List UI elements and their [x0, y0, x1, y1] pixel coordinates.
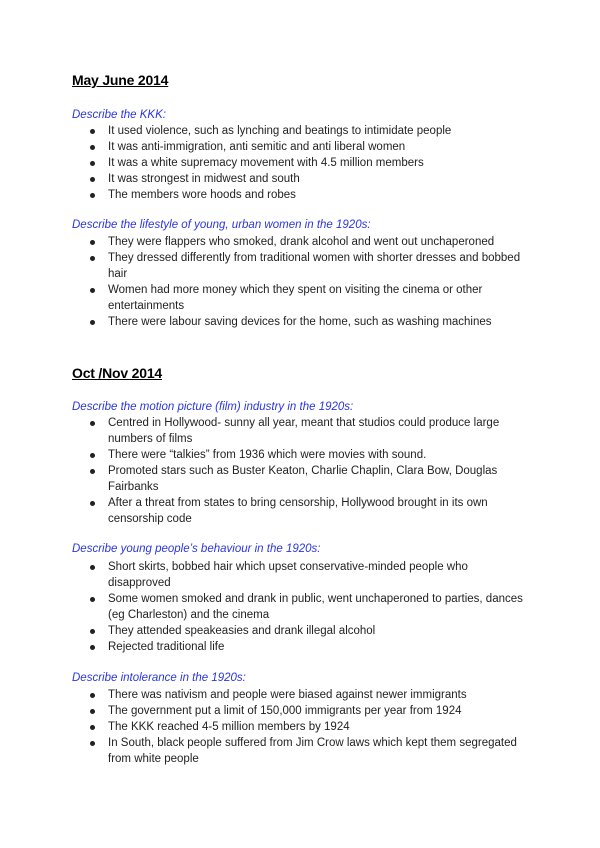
bullet-icon [90, 193, 95, 198]
list-item: It was anti-immigration, anti semitic and anti liberal women [90, 139, 530, 155]
section-heading-oct-nov-2014: Oct /Nov 2014 [72, 365, 162, 381]
bullet-list-intolerance [90, 687, 530, 767]
bullet-icon [90, 256, 95, 261]
list-item: After a threat from states to bring censorship, Hollywood brought in its own censorship code [90, 495, 530, 527]
bullet-icon [90, 129, 95, 134]
bullet-icon [90, 597, 95, 602]
bullet-icon [90, 741, 95, 746]
bullet-icon [90, 629, 95, 634]
list-item: Centred in Hollywood- sunny all year, meant that studios could produce large numbers of films [90, 415, 530, 447]
list-item: Short skirts, bobbed hair which upset conservative-minded people who disapproved [90, 559, 530, 591]
question-young-peoples-behaviour: Describe young people’s behaviour in the 1920s: [72, 543, 321, 555]
list-item: It was a white supremacy movement with 4.5 million members [90, 155, 530, 171]
list-item: It used violence, such as lynching and beatings to intimidate people [90, 123, 530, 139]
bullet-icon [90, 421, 95, 426]
bullet-icon [90, 145, 95, 150]
bullet-icon [90, 469, 95, 474]
list-item: There were “talkies” from 1936 which were movies with sound. [90, 447, 530, 463]
list-item: There was nativism and people were biased against newer immigrants [90, 687, 530, 703]
list-item: Rejected traditional life [90, 639, 530, 655]
question-kkk: Describe the KKK: [72, 109, 166, 121]
bullet-icon [90, 725, 95, 730]
bullet-icon [90, 709, 95, 714]
list-item: In South, black people suffered from Jim Crow laws which kept them segregated from white people [90, 735, 530, 767]
section-heading-may-june-2014: May June 2014 [72, 72, 169, 88]
list-item: Women had more money which they spent on visiting the cinema or other entertainments [90, 282, 530, 314]
bullet-list-kkk [90, 123, 530, 203]
bullet-icon [90, 288, 95, 293]
list-item: They were flappers who smoked, drank alcohol and went out unchaperoned [90, 234, 530, 250]
bullet-icon [90, 645, 95, 650]
bullet-icon [90, 177, 95, 182]
list-item: Promoted stars such as Buster Keaton, Charlie Chaplin, Clara Bow, Douglas Fairbanks [90, 463, 530, 495]
list-item: The members wore hoods and robes [90, 187, 530, 203]
question-intolerance: Describe intolerance in the 1920s: [72, 672, 246, 684]
list-item: The government put a limit of 150,000 immigrants per year from 1924 [90, 703, 530, 719]
list-item: There were labour saving devices for the home, such as washing machines [90, 314, 530, 330]
bullet-icon [90, 161, 95, 166]
bullet-icon [90, 693, 95, 698]
list-item: It was strongest in midwest and south [90, 171, 530, 187]
bullet-icon [90, 320, 95, 325]
list-item: They dressed differently from traditional women with shorter dresses and bobbed hair [90, 250, 530, 282]
bullet-icon [90, 453, 95, 458]
bullet-icon [90, 565, 95, 570]
bullet-icon [90, 501, 95, 506]
question-motion-picture: Describe the motion picture (film) industry in the 1920s: [72, 401, 354, 413]
bullet-list-young-urban-women [90, 234, 530, 330]
bullet-icon [90, 240, 95, 245]
list-item: The KKK reached 4-5 million members by 1924 [90, 719, 530, 735]
question-young-urban-women: Describe the lifestyle of young, urban women in the 1920s: [72, 219, 371, 231]
list-item: Some women smoked and drank in public, went unchaperoned to parties, dances (eg Charleston) and the cinema [90, 591, 530, 623]
bullet-list-young-peoples-behaviour [90, 559, 530, 655]
bullet-list-motion-picture [90, 415, 530, 527]
list-item: They attended speakeasies and drank illegal alcohol [90, 623, 530, 639]
